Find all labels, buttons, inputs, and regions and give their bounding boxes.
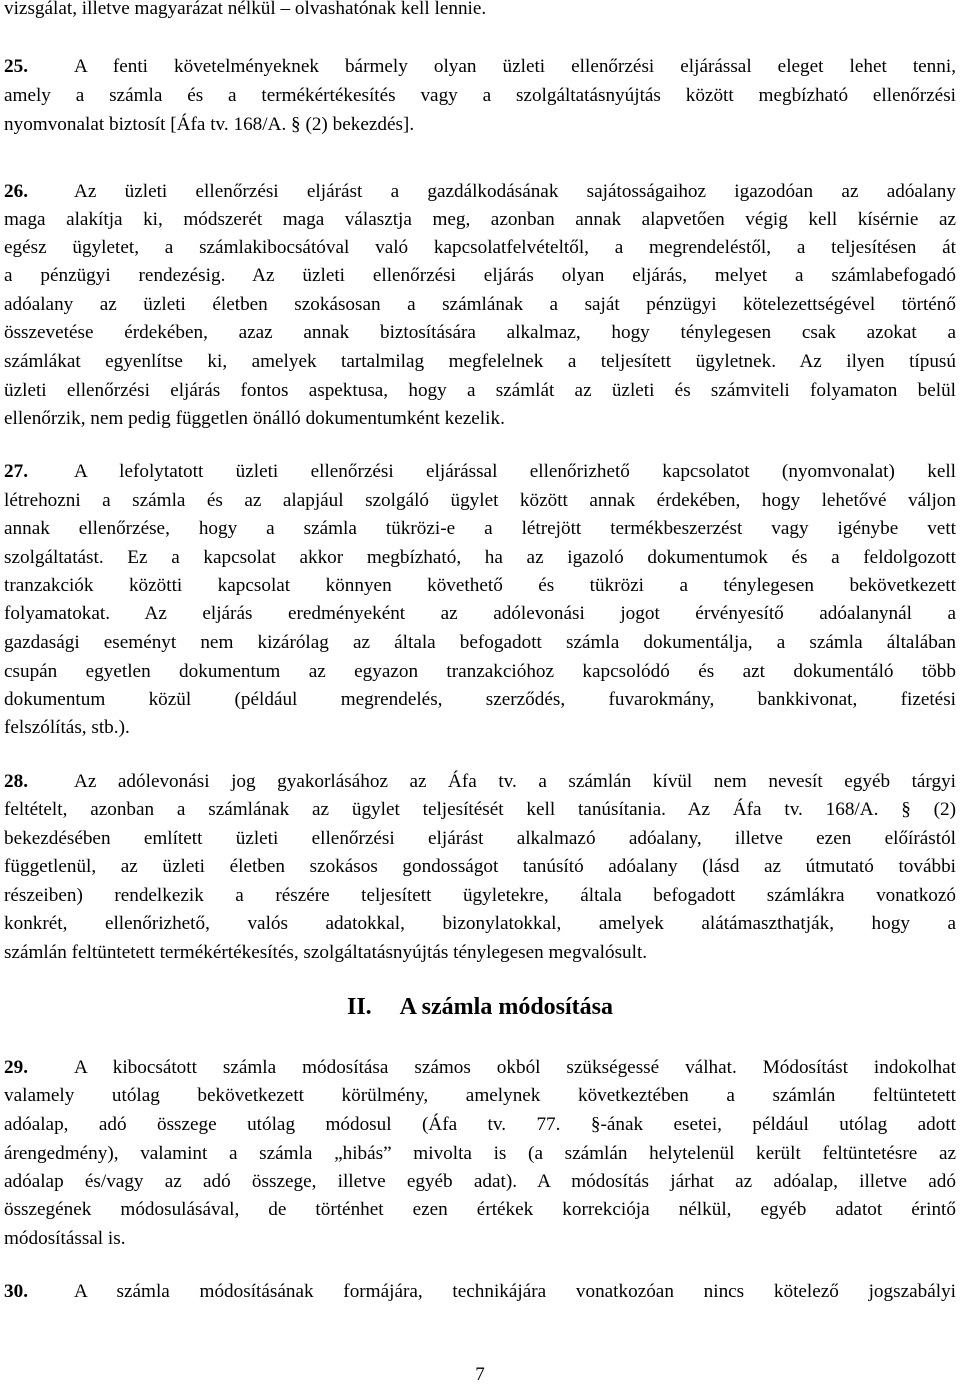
paragraph-line: csupán egyetlen dokumentum az egyazon tranzakcióhoz kapcsolódó és azt dokumentáló több [4,661,956,682]
paragraph-line: A számla módosításának formájára, technikájára vonatkozóan nincs kötelező jogszabályi [74,1281,956,1302]
paragraph-line: adóalany az üzleti életben szokásosan a számlának a saját pénzügyi kötelezettségével történő [4,294,956,315]
paragraph-line: maga alakítja ki, módszerét maga választja meg, azonban annak alapvetően végig kell kísérnie az [4,209,956,230]
section-heading [0,992,960,1022]
paragraph-line: függetlenül, az üzleti életben szokásos gondosságot tanúsító adóalany (lásd az útmutató további [4,856,956,877]
paragraph-line: adóalap, adó összege utólag módosul (Áfa tv. 77. §-ának esetei, például utólag adott [4,1114,956,1135]
page-number: 7 [475,1364,485,1385]
paragraph-line: adóalap és/vagy az adó összege, illetve egyéb adat). A módosítás járhat az adóalap, illetve adó [4,1171,956,1192]
paragraph-line: dokumentum közül (például megrendelés, szerződés, fuvarokmány, bankkivonat, fizetési [4,689,956,710]
paragraph-line: árengedmény), valamint a számla „hibás” mivolta is (a számlán helytelenül került feltüntetésre az [4,1143,956,1164]
paragraph-line: gazdasági eseményt nem kizárólag az általa befogadott számla dokumentálja, a számla általában [4,632,956,653]
paragraph-line: összevetése érdekében, azaz annak biztosítására alkalmaz, hogy ténylegesen csak azokat a [4,322,956,343]
paragraph-line: konkrét, ellenőrizhető, valós adatokkal, bizonylatokkal, amelyek alátámaszthatják, hogy a [4,913,956,934]
paragraph-line: Az üzleti ellenőrzési eljárást a gazdálkodásának sajátosságaihoz igazodóan az adóalany [74,181,956,202]
paragraph-line: létrehozni a számla és az alapjául szolgáló ügylet között annak érdekében, hogy lehetővé váljon [4,490,956,511]
paragraph-line: annak ellenőrzése, hogy a számla tükrözi-e a létrejött termékbeszerzést vagy igénybe vett [4,518,956,539]
paragraph-line: Az adólevonási jog gyakorlásához az Áfa tv. a számlán kívül nem nevesít egyéb tárgyi [74,771,956,792]
paragraph-line: nyomvonalat biztosít [Áfa tv. 168/A. § (2) bekezdés]. [4,114,415,135]
paragraph-line: amely a számla és a termékértékesítés vagy a szolgáltatásnyújtás között megbízható ellenőrzési [4,85,956,106]
paragraph-line: a pénzügyi rendezésig. Az üzleti ellenőrzési eljárás olyan eljárás, melyet a számlabefogadó [4,265,956,286]
paragraph-line: egész ügyletet, a számlakibocsátóval való kapcsolatfelvételtől, a megrendeléstől, a teljesítésen át [4,237,956,258]
paragraph-line: tranzakciók közötti kapcsolat könnyen követhető és tükrözi a ténylegesen bekövetkezett [4,575,956,596]
paragraph-line: A fenti követelményeknek bármely olyan üzleti ellenőrzési eljárással eleget lehet tenni, [74,56,956,77]
paragraph-line: ellenőrzik, nem pedig független önálló dokumentumként kezelik. [4,408,505,429]
section-roman-numeral: II. [346,994,372,1020]
paragraph-line: számlákat egyenlítse ki, amelyek tartalmilag megfelelnek a teljesített ügyletnek. Az ilyen típusú [4,351,956,372]
paragraph-number: 27. [4,461,28,482]
paragraph-line: feltételt, azonban a számlának az ügylet teljesítését kell tanúsítania. Az Áfa tv. 168/A. § (2) [4,799,956,820]
paragraph-line: részeiben) rendelkezik a részére teljesített ügyletekre, általa befogadott számlákra vonatkozó [4,885,956,906]
paragraph-number: 28. [4,771,28,792]
paragraph-number: 29. [4,1057,28,1078]
paragraph-line: bekezdésében említett üzleti ellenőrzési eljárást alkalmazó adóalany, illetve ezen előírástól [4,828,956,849]
paragraph-line: számlán feltüntetett termékértékesítés, szolgáltatásnyújtás ténylegesen megvalósult. [4,942,648,963]
paragraph-number: 25. [4,56,28,77]
paragraph-line: A kibocsátott számla módosítása számos okból szükségessé válhat. Módosítást indokolhat [74,1057,956,1078]
paragraph-line: felszólítás, stb.). [4,717,130,738]
paragraph-line: folyamatokat. Az eljárás eredményeként az adólevonási jogot érvényesítő adóalanynál a [4,603,956,624]
section-title: A számla módosítása [399,994,614,1020]
paragraph-line: A lefolytatott üzleti ellenőrzési eljárással ellenőrizhető kapcsolatot (nyomvonalat) kell [74,461,956,482]
paragraph-number: 26. [4,181,28,202]
paragraph-line: szolgáltatást. Ez a kapcsolat akkor megbízható, ha az igazoló dokumentumok és a feldolgozott [4,547,956,568]
paragraph-line: összegének módosulásával, de történhet ezen értékek korrekciója nélkül, egyéb adatot érintő [4,1199,956,1220]
paragraph-line: üzleti ellenőrzési eljárás fontos aspektusa, hogy a számlát az üzleti és számviteli folyamaton belül [4,380,956,401]
continuation-line: vizsgálat, illetve magyarázat nélkül – olvashatónak kell lennie. [4,0,487,19]
paragraph-line: valamely utólag bekövetkezett körülmény, amelynek következtében a számlán feltüntetett [4,1085,956,1106]
paragraph-line: módosítással is. [4,1228,126,1249]
paragraph-number: 30. [4,1281,28,1302]
